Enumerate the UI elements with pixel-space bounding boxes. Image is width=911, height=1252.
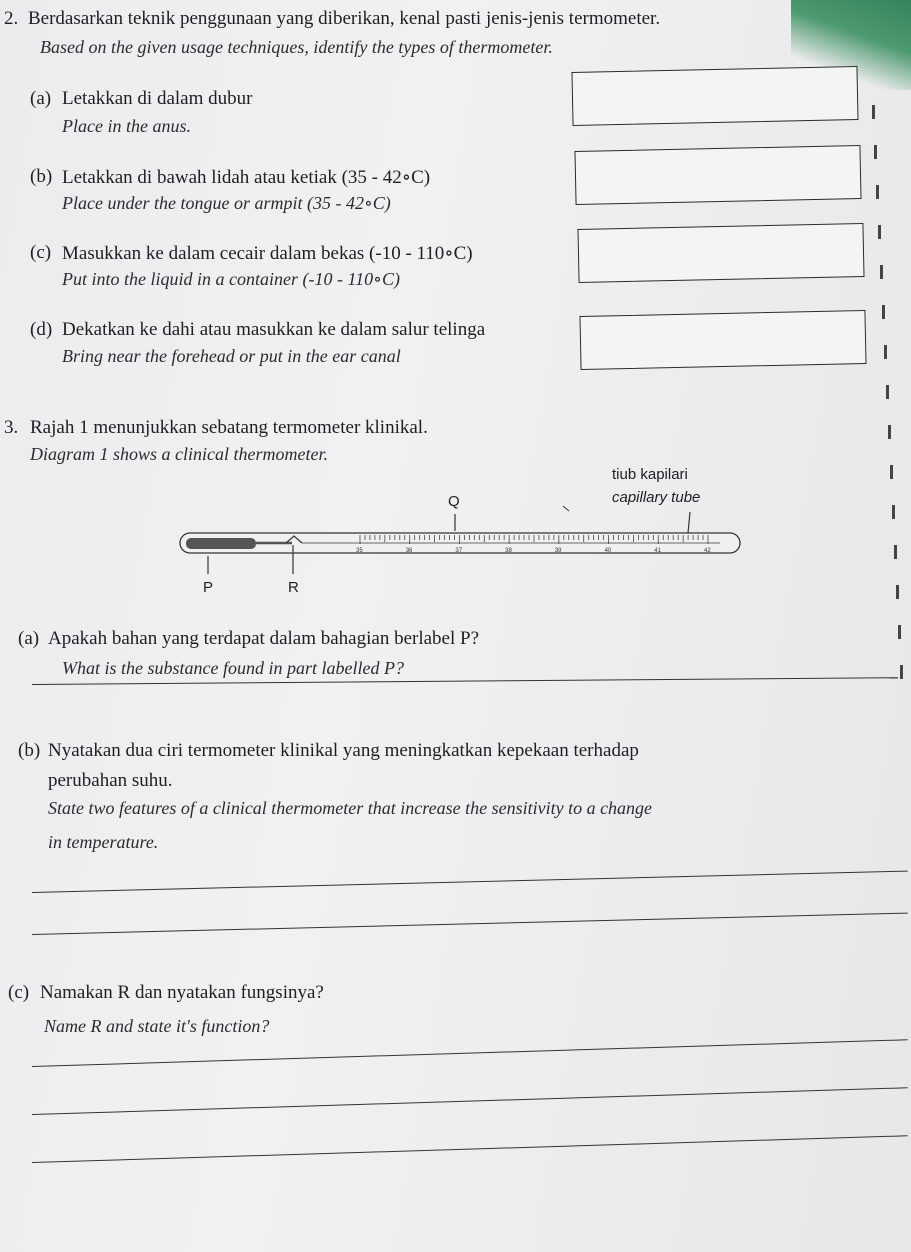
scale-label: 42 bbox=[704, 548, 711, 554]
pointer-capillary-tube-stem bbox=[688, 512, 690, 533]
q3-number: 3. bbox=[4, 417, 19, 438]
scale-label: 38 bbox=[505, 548, 512, 554]
q2a-text-en: Place in the anus. bbox=[62, 116, 191, 136]
q3c-answer-line-1[interactable] bbox=[32, 1039, 908, 1067]
scale-label: 40 bbox=[604, 548, 612, 554]
q3b-text-ms-line1: Nyatakan dua ciri termometer klinikal yang meningkatkan kepekaan terhadap bbox=[48, 740, 639, 761]
q2d-label: (d) bbox=[30, 319, 53, 340]
q3-question-ms: Rajah 1 menunjukkan sebatang termometer klinikal. bbox=[30, 417, 428, 438]
q3c-answer-line-2[interactable] bbox=[32, 1087, 908, 1115]
q2d-text-en: Bring near the forehead or put in the ear canal bbox=[62, 346, 401, 366]
scale-label: 39 bbox=[554, 548, 562, 554]
clinical-thermometer-diagram bbox=[0, 0, 911, 620]
q3c-answer-line-3[interactable] bbox=[32, 1135, 908, 1163]
mercury-bulb-p bbox=[186, 538, 256, 549]
q3c-label: (c) bbox=[8, 982, 30, 1003]
q2d-text-ms: Dekatkan ke dahi atau masukkan ke dalam salur telinga bbox=[62, 319, 486, 340]
q3-question-en: Diagram 1 shows a clinical thermometer. bbox=[30, 444, 328, 464]
q2b-text-ms: Letakkan di bawah lidah atau ketiak (35 - 42∘C) bbox=[62, 167, 431, 188]
label-tiub-kapilari: tiub kapilari bbox=[612, 466, 688, 483]
q2a-label: (a) bbox=[30, 88, 52, 109]
q3a-text-en: What is the substance found in part labelled P? bbox=[62, 658, 404, 678]
margin-dash bbox=[898, 625, 901, 639]
q2c-label: (c) bbox=[30, 242, 52, 263]
q3b-text-ms-line2: perubahan suhu. bbox=[48, 770, 173, 791]
q3b-text-en-line2: in temperature. bbox=[48, 832, 159, 852]
label-r: R bbox=[288, 579, 299, 596]
scale-label: 37 bbox=[455, 548, 463, 554]
q3c-text-ms: Namakan R dan nyatakan fungsinya? bbox=[40, 982, 324, 1003]
pointer-capillary-tube bbox=[563, 506, 569, 511]
q3c-text-en: Name R and state it's function? bbox=[44, 1016, 270, 1036]
q2c-text-en: Put into the liquid in a container (-10 - 110∘C) bbox=[62, 269, 400, 289]
q2a-text-ms: Letakkan di dalam dubur bbox=[62, 88, 253, 109]
q2-question-en: Based on the given usage techniques, identify the types of thermometer. bbox=[40, 37, 553, 57]
label-capillary-tube: capillary tube bbox=[612, 489, 701, 506]
q2b-label: (b) bbox=[30, 166, 53, 187]
q2b-text-en: Place under the tongue or armpit (35 - 42∘C) bbox=[62, 193, 391, 213]
label-q: Q bbox=[448, 493, 460, 510]
q3b-answer-line-2[interactable] bbox=[32, 913, 908, 935]
scale-label: 35 bbox=[356, 548, 363, 554]
scale-label: 36 bbox=[405, 548, 413, 554]
q3b-label: (b) bbox=[18, 740, 41, 761]
q2-number: 2. bbox=[4, 8, 19, 29]
margin-dash bbox=[900, 665, 903, 679]
q2c-text-ms: Masukkan ke dalam cecair dalam bekas (-10 - 110∘C) bbox=[62, 243, 473, 264]
q3b-answer-line-1[interactable] bbox=[32, 871, 908, 893]
q3a-text-ms: Apakah bahan yang terdapat dalam bahagian berlabel P? bbox=[48, 628, 480, 649]
label-p: P bbox=[203, 579, 214, 596]
q3b-text-en-line1: State two features of a clinical thermometer that increase the sensitivity to a change bbox=[48, 798, 653, 818]
scale-label: 41 bbox=[654, 548, 661, 554]
q3a-label: (a) bbox=[18, 628, 40, 649]
q2-question-ms: Berdasarkan teknik penggunaan yang diberikan, kenal pasti jenis-jenis termometer. bbox=[28, 8, 661, 29]
